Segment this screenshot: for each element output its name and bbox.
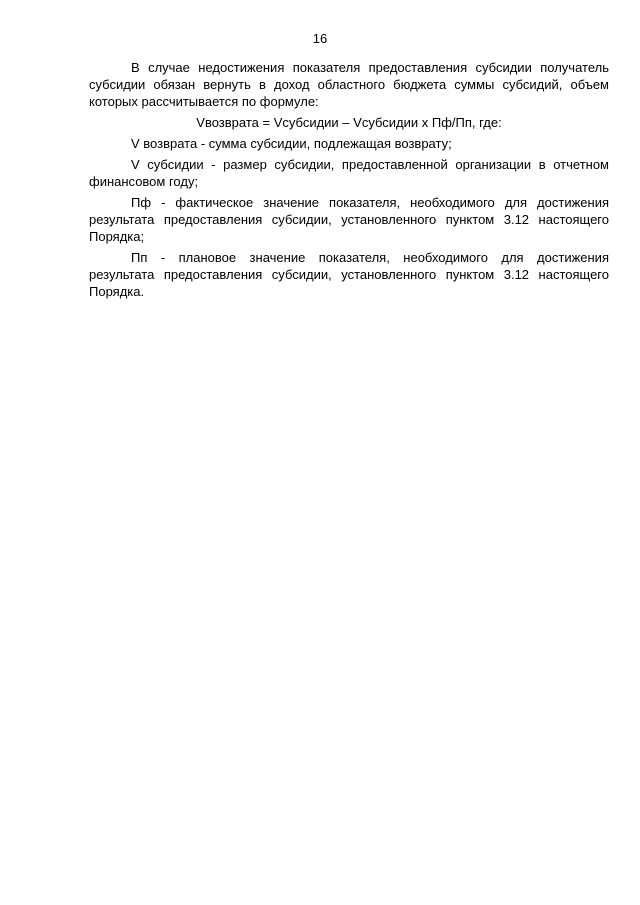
formula: Vвозврата = Vсубсидии – Vсубсидии х Пф/Пп, где: [196,115,502,130]
paragraph-def-pp: Пп - плановое значение показателя, необходимого для достижения результата предоставления субсидии, установленного пунктом 3.12 настоящего Порядка. [89,250,609,299]
paragraph-def-pf: Пф - фактическое значение показателя, необходимого для достижения результата предоставления субсидии, установленного пунктом 3.12 настоящего Порядка; [89,195,609,244]
paragraph-def-v-return: V возврата - сумма субсидии, подлежащая возврату; [131,136,452,151]
paragraph-def-v-subsidy: V субсидии - размер субсидии, предоставленной организации в отчетном финансовом году; [89,157,609,189]
page-number: 16 [312,31,328,46]
document-body [89,59,609,304]
paragraph-intro: В случае недостижения показателя предоставления субсидии получатель субсидии обязан вернуть в доход областного бюджета суммы субсидий, объем которых рассчитывается по формуле: [89,60,609,109]
